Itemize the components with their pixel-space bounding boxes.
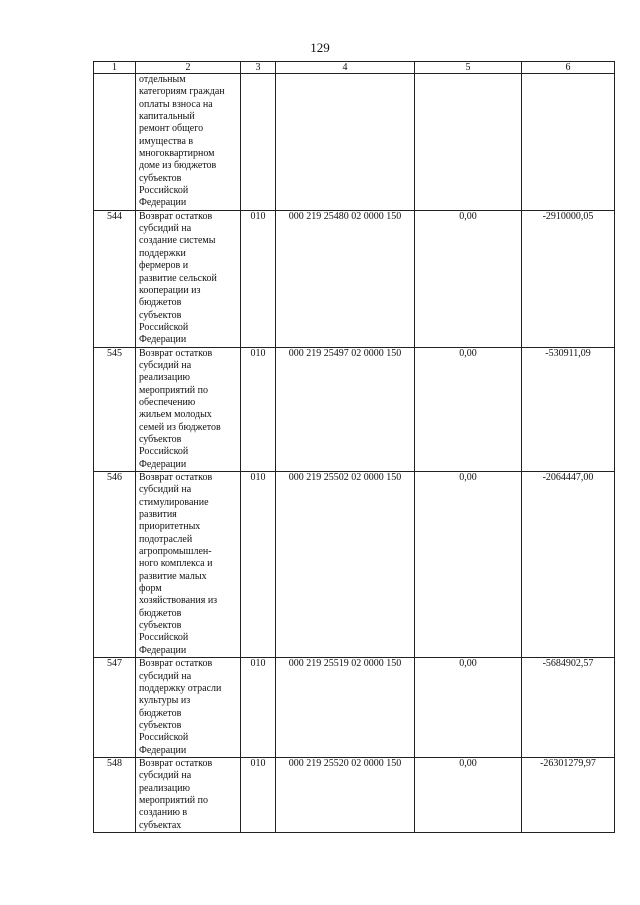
table-row xyxy=(94,210,615,347)
column-header: 3 xyxy=(241,62,276,74)
row-value-column6: -530911,09 xyxy=(522,347,615,471)
row-value-column6: -5684902,57 xyxy=(522,658,615,758)
row-classification-code: 000 219 25502 02 0000 150 xyxy=(276,472,415,658)
row-classification-code: 000 219 25480 02 0000 150 xyxy=(276,210,415,347)
row-number: 548 xyxy=(94,757,136,832)
row-code-column3: 010 xyxy=(241,472,276,658)
column-header: 2 xyxy=(136,62,241,74)
header-row xyxy=(94,62,615,74)
row-value-column5: 0,00 xyxy=(415,210,522,347)
row-value-column6: -2910000,05 xyxy=(522,210,615,347)
table-row xyxy=(94,757,615,832)
row-classification-code: 000 219 25497 02 0000 150 xyxy=(276,347,415,471)
row-classification-code: 000 219 25519 02 0000 150 xyxy=(276,658,415,758)
row-classification-code xyxy=(276,74,415,211)
table-row xyxy=(94,658,615,758)
row-number xyxy=(94,74,136,211)
row-value-column5: 0,00 xyxy=(415,658,522,758)
row-description: Возврат остатков субсидий на реализацию мероприятий по обеспечению жильем молодых семей из бюджетов субъектов Российской Федерации xyxy=(136,347,241,471)
row-value-column5 xyxy=(415,74,522,211)
row-description: Возврат остатков субсидий на создание системы поддержки фермеров и развитие сельской кооперации из бюджетов субъектов Российской Федерации xyxy=(136,210,241,347)
row-code-column3: 010 xyxy=(241,658,276,758)
row-classification-code: 000 219 25520 02 0000 150 xyxy=(276,757,415,832)
row-description: Возврат остатков субсидий на поддержку отрасли культуры из бюджетов субъектов Российской Федерации xyxy=(136,658,241,758)
row-description: Возврат остатков субсидий на стимулирование развития приоритетных подотраслей агропромышлен- ного комплекса и развитие малых форм хозяйствования из бюджетов субъектов Российской Федерации xyxy=(136,472,241,658)
row-number: 545 xyxy=(94,347,136,471)
column-header: 4 xyxy=(276,62,415,74)
row-value-column5: 0,00 xyxy=(415,757,522,832)
table-row xyxy=(94,347,615,471)
row-code-column3: 010 xyxy=(241,210,276,347)
row-description: отдельным категориям граждан оплаты взноса на капитальный ремонт общего имущества в многоквартирном доме из бюджетов субъектов Российской Федерации xyxy=(136,74,241,211)
row-description: Возврат остатков субсидий на реализацию мероприятий по созданию в субъектах xyxy=(136,757,241,832)
row-value-column6 xyxy=(522,74,615,211)
row-value-column5: 0,00 xyxy=(415,347,522,471)
row-number: 547 xyxy=(94,658,136,758)
row-value-column5: 0,00 xyxy=(415,472,522,658)
table-row xyxy=(94,74,615,211)
row-code-column3: 010 xyxy=(241,347,276,471)
page-number: 129 xyxy=(310,40,330,55)
row-code-column3 xyxy=(241,74,276,211)
column-header: 6 xyxy=(522,62,615,74)
table-row xyxy=(94,472,615,658)
row-code-column3: 010 xyxy=(241,757,276,832)
column-header: 1 xyxy=(94,62,136,74)
row-value-column6: -26301279,97 xyxy=(522,757,615,832)
column-header: 5 xyxy=(415,62,522,74)
row-value-column6: -2064447,00 xyxy=(522,472,615,658)
budget-table xyxy=(93,61,615,833)
row-number: 546 xyxy=(94,472,136,658)
row-number: 544 xyxy=(94,210,136,347)
